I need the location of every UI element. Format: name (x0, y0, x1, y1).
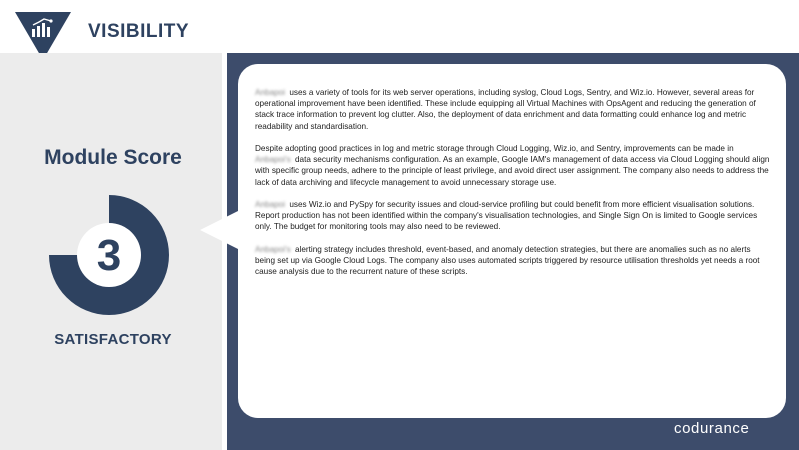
finding-text: uses a variety of tools for its web server operations, including syslog, Cloud Logs, Sentry, and Wiz.io. However, several areas for operational improvement have been identified. These include equipping all Virtual Machines with OpsAgent and reducing the generation of stack trace information to prevent log clutter. Also, the deployment of data enrichment and data formatting could enhance log and metric readability and standardisation. (255, 88, 756, 131)
redacted-name: Anbapoi's (255, 155, 291, 165)
findings-card (238, 64, 786, 418)
redacted-name: Anbapoi (255, 88, 286, 97)
finding-paragraph-1 (255, 87, 770, 132)
redacted-name: Anbapoi (255, 200, 286, 209)
finding-text: alerting strategy includes threshold, event-based, and anomaly detection strategies, but there are anomalies such as no alerts being set up via Google Cloud Logs. The company also uses automated scripts triggered by resource utilisation thresholds yet needs a root cause analysis due to the recurrent nature of these scripts. (255, 244, 760, 277)
codurance-logo: codurance (674, 420, 750, 437)
finding-paragraph-3 (255, 199, 770, 233)
score-value: 3 (96, 231, 122, 280)
module-score-title: Module Score (44, 146, 182, 169)
bar-chart-icon (31, 18, 55, 38)
finding-paragraph-4 (255, 244, 770, 278)
finding-paragraph-2 (255, 143, 770, 188)
callout-pointer (200, 210, 240, 250)
score-rating: SATISFACTORY (54, 331, 172, 348)
finding-text-pre: Despite adopting good practices in log and metric storage through Cloud Logging, Wiz.io, and Sentry, improvements can be made in (255, 144, 734, 153)
score-gauge (47, 193, 171, 317)
redacted-name: Anbapoi's (255, 244, 291, 254)
finding-text: uses Wiz.io and PySpy for security issues and cloud-service profiling but could benefit from more efficient visualisation solutions. Report production has not been identified within the company's visualisation technologies, and Single Sign On is limited to Google services only. The budget for monitoring tools may also need to be reviewed. (255, 200, 758, 232)
page-title: VISIBILITY (88, 21, 190, 42)
finding-text: data security mechanisms configuration. As an example, Google IAM's management of data access via Cloud Logging should align with specific group needs, adhere to the principle of least privilege, and avoid direct user assignment. The company also needs to address the lack of data archiving and lifecycle management to avoid unnecessary storage use. (255, 155, 770, 187)
